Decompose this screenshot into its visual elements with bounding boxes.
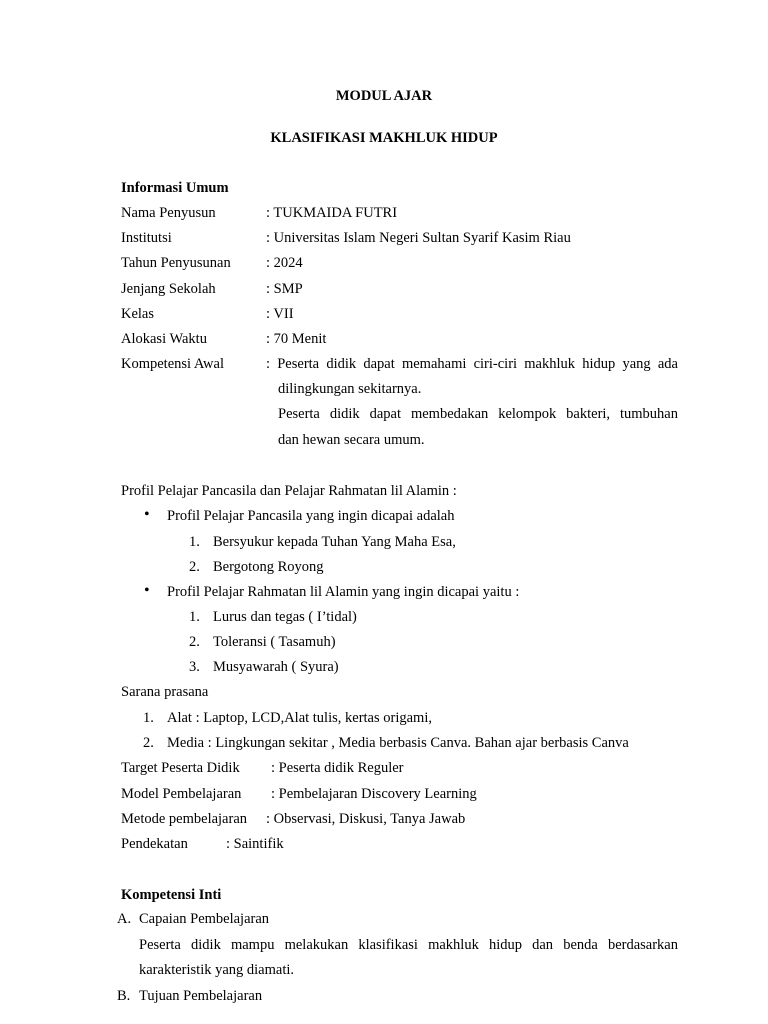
info-label: Nama Penyusun bbox=[121, 205, 216, 221]
method-label: Target Peserta Didik bbox=[121, 760, 240, 776]
info-value: : VII bbox=[266, 306, 294, 322]
list-item: Bergotong Royong bbox=[213, 559, 324, 575]
info-heading: Informasi Umum bbox=[121, 180, 229, 196]
info-label: Kelas bbox=[121, 306, 155, 322]
list-number: 1. bbox=[143, 710, 154, 726]
list-number: 2. bbox=[189, 559, 200, 575]
info-label: Institutsi bbox=[121, 230, 172, 246]
list-item: Musyawarah ( Syura) bbox=[213, 659, 339, 675]
info-value: : SMP bbox=[266, 281, 303, 297]
info-value: : TUKMAIDA FUTRI bbox=[266, 205, 398, 221]
method-value: : Observasi, Diskusi, Tanya Jawab bbox=[266, 811, 466, 827]
method-value: : Saintifik bbox=[226, 836, 284, 852]
document-title: MODUL AJAR bbox=[335, 88, 433, 104]
section-letter: A. bbox=[117, 911, 132, 927]
kompetensi-awal-text: : Peserta didik dapat memahami ciri-ciri makhluk hidup yang ada bbox=[266, 356, 678, 372]
list-item: Alat : Laptop, LCD,Alat tulis, kertas origami, bbox=[167, 710, 432, 726]
tujuan-title: Tujuan Pembelajaran bbox=[139, 988, 263, 1004]
profil-pancasila-text: Profil Pelajar Pancasila yang ingin dicapai adalah bbox=[167, 508, 455, 524]
section-letter: B. bbox=[117, 988, 131, 1004]
info-label: Tahun Penyusunan bbox=[121, 255, 231, 271]
method-label: Model Pembelajaran bbox=[121, 786, 242, 802]
method-value: : Peserta didik Reguler bbox=[271, 760, 404, 776]
kompetensi-awal-label: Kompetensi Awal bbox=[121, 356, 224, 372]
info-value: : 2024 bbox=[266, 255, 303, 271]
list-item: Lurus dan tegas ( I’tidal) bbox=[213, 609, 357, 625]
profil-heading: Profil Pelajar Pancasila dan Pelajar Rahmatan lil Alamin : bbox=[121, 483, 457, 499]
profil-rahmatan-text: Profil Pelajar Rahmatan lil Alamin yang ingin dicapai yaitu : bbox=[167, 584, 520, 600]
capaian-text: karakteristik yang diamati. bbox=[139, 962, 295, 978]
info-value: : Universitas Islam Negeri Sultan Syarif Kasim Riau bbox=[266, 230, 571, 246]
sarana-heading: Sarana prasana bbox=[121, 684, 209, 700]
bullet-icon: • bbox=[144, 506, 150, 523]
capaian-title: Capaian Pembelajaran bbox=[139, 911, 270, 927]
list-item: Toleransi ( Tasamuh) bbox=[213, 634, 336, 650]
kompetensi-awal-text: dilingkungan sekitarnya. bbox=[278, 381, 422, 397]
list-number: 3. bbox=[189, 659, 200, 675]
kompetensi-awal-text: dan hewan secara umum. bbox=[278, 432, 425, 448]
list-number: 1. bbox=[189, 609, 200, 625]
method-label: Pendekatan bbox=[121, 836, 188, 852]
list-item: Bersyukur kepada Tuhan Yang Maha Esa, bbox=[213, 534, 456, 550]
list-item: Media : Lingkungan sekitar , Media berbasis Canva. Bahan ajar berbasis Canva bbox=[167, 735, 629, 751]
document-subtitle: KLASIFIKASI MAKHLUK HIDUP bbox=[270, 130, 498, 146]
list-number: 2. bbox=[143, 735, 154, 751]
kompetensi-inti-heading: Kompetensi Inti bbox=[121, 887, 222, 903]
method-label: Metode pembelajaran bbox=[121, 811, 248, 827]
info-value: : 70 Menit bbox=[266, 331, 327, 347]
info-label: Alokasi Waktu bbox=[121, 331, 207, 347]
method-value: : Pembelajaran Discovery Learning bbox=[271, 786, 477, 802]
capaian-text: Peserta didik mampu melakukan klasifikasi makhluk hidup dan benda berdasarkan bbox=[139, 937, 678, 953]
info-label: Jenjang Sekolah bbox=[121, 281, 216, 297]
list-number: 2. bbox=[189, 634, 200, 650]
list-number: 1. bbox=[189, 534, 200, 550]
bullet-icon: • bbox=[144, 582, 150, 599]
kompetensi-awal-text: Peserta didik dapat membedakan kelompok bakteri, tumbuhan bbox=[278, 406, 678, 422]
